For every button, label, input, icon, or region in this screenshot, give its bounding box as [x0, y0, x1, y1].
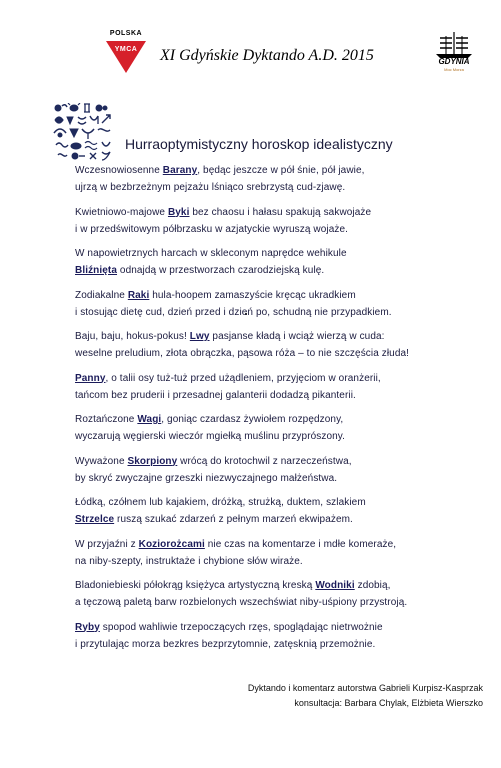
line-text: Bladoniebieski półokrąg księżyca artystyczną kreską [75, 580, 316, 591]
line-text: W napowietrznych harcach w skleconym naprędce wehikule [75, 248, 347, 259]
line-text: pasjanse kładą i wciąż wierzą w cuda: [209, 331, 385, 342]
stanza-line [75, 290, 356, 301]
zodiac-signs-icon [52, 103, 114, 161]
stanza-line [75, 597, 407, 608]
stanza-line [75, 639, 375, 650]
zodiac-keyword: Barany [162, 165, 198, 176]
stanza-line [75, 265, 324, 276]
line-text: Łódką, czółnem lub kajakiem, dróżką, strużką, duktem, szlakiem [75, 497, 366, 508]
line-text: ujrzą w bezbrzeżnym pejzażu lśniąco srebrzystą cud-zjawę. [75, 182, 346, 193]
line-text: W przyjaźni z [75, 538, 139, 550]
line-text: i stosując dietę cud, dzień przed i dzień po, schudną nie przypadkiem. [75, 306, 392, 318]
line-text: , o talii osy tuż-tuż przed użądleniem, przyjęciom w oranżerii, [105, 372, 381, 384]
line-text: Roztańczone [75, 414, 138, 425]
zodiac-keyword: Strzelce [75, 514, 115, 525]
header-title: XI Gdyńskie Dyktando A.D. 2015 [160, 47, 374, 64]
line-text: hula-hoopem zamaszyście kręcąc ukradkiem [149, 289, 356, 301]
stanza-line [75, 331, 385, 342]
zodiac-keyword: Lwy [189, 331, 210, 342]
stanza-line [75, 556, 303, 567]
gdynia-logo [434, 30, 474, 80]
stanza-line [75, 414, 343, 425]
line-text: odnajdą w przestworzach czarodziejską kulę. [117, 265, 325, 276]
zodiac-keyword: Byki [167, 206, 190, 218]
credit-author: Dyktando i komentarz autorstwa Gabrieli Kurpisz-Kasprzak [247, 683, 483, 693]
stanza-line [75, 224, 348, 235]
line-text: Zodiakalne [75, 289, 128, 301]
line-text: nie czas na komentarze i mdłe komeraże, [204, 538, 397, 550]
ymca-logo [104, 30, 148, 74]
line-text: spopod wahliwie trzepoczących rzęs, spoglądając nietrwożnie [99, 621, 383, 633]
zodiac-keyword: Koziorożcami [138, 538, 205, 550]
line-text: Kwietniowo-majowe [75, 206, 168, 218]
zodiac-keyword: Panny [75, 372, 106, 384]
stanza-line [75, 497, 366, 508]
stanza-line [75, 473, 337, 484]
line-text: zdobią, [354, 580, 391, 591]
stanza-line [75, 207, 371, 218]
line-text: a tęczową paletą barw rozbielonych wszechświat niby-uśpiony przystroją. [75, 597, 408, 608]
line-text: Baju, baju, hokus-pokus! [75, 331, 190, 342]
zodiac-keyword: Bliźnięta [75, 265, 118, 276]
stanza-line [75, 622, 383, 633]
line-text: by skryć zwyczajne grzeszki niezwyczajnego małżeństwa. [75, 472, 338, 484]
line-text: i w przedświtowym półbrzasku w azjatyckie wyruszą wojaże. [75, 223, 349, 235]
stanza-line [75, 373, 381, 384]
stanza-line [75, 580, 391, 591]
line-text: Wyważone [75, 455, 128, 467]
credit-consultation: konsultacja: Barbara Chylak, Elżbieta Wierszko [294, 698, 483, 708]
line-text: weselne preludium, złota obrączka, pąsowa róża – to nie szczęścia złuda! [75, 348, 410, 359]
line-text: na niby-szepty, instruktaże i chybione słów wiraże. [75, 555, 303, 567]
zodiac-glyphs [52, 103, 114, 161]
stanza-line [75, 514, 353, 525]
stanza-line [75, 248, 347, 259]
zodiac-keyword: Ryby [75, 621, 100, 633]
gdynia-tagline: Moc Morza [444, 67, 464, 72]
stanza-line [75, 165, 365, 176]
zodiac-keyword: Raki [127, 289, 150, 301]
line-text: , będąc jeszcze w pół śnie, pół jawie, [197, 165, 365, 176]
stanza-line [75, 307, 392, 318]
gdynia-wordmark: GDYNIA [438, 57, 470, 66]
line-text: tańcom bez pruderii i przesadnej galanterii dodadzą pikanterii. [75, 389, 356, 401]
line-text: , goniąc czardasz żywiołem rozpędzony, [161, 414, 344, 425]
stanza-line [75, 431, 345, 442]
stanza-line [75, 390, 356, 401]
stanza-line [75, 456, 352, 467]
ymca-polska-label: POLSKA [109, 30, 143, 37]
stanza-line [75, 539, 396, 550]
line-text: i przytulając morza bezkres bezprzytomnie, zatęsknią przemożnie. [75, 638, 376, 650]
line-text: wyczarują węgierski wieczór mgiełką muślinu przyprószony. [75, 431, 346, 442]
line-text: ruszą szukać zdarzeń z pełnym marzeń ekwipażem. [114, 514, 353, 525]
zodiac-keyword: Wodniki [315, 580, 355, 591]
stanza-line [75, 182, 345, 193]
line-text: bez chaosu i hałasu spakują sakwojaże [189, 206, 372, 218]
stanza-line [75, 348, 409, 359]
line-text: Wczesnowiosenne [75, 165, 163, 176]
ship-icon [434, 30, 474, 58]
ymca-triangle-icon [104, 39, 148, 75]
zodiac-keyword: Skorpiony [127, 455, 178, 467]
document-title: Hurraoptymistyczny horoskop idealistyczny [125, 136, 393, 152]
line-text: wrócą do krotochwil z narzeczeństwa, [177, 455, 352, 467]
zodiac-keyword: Wagi [137, 414, 162, 425]
ymca-text: YMCA [114, 46, 138, 53]
